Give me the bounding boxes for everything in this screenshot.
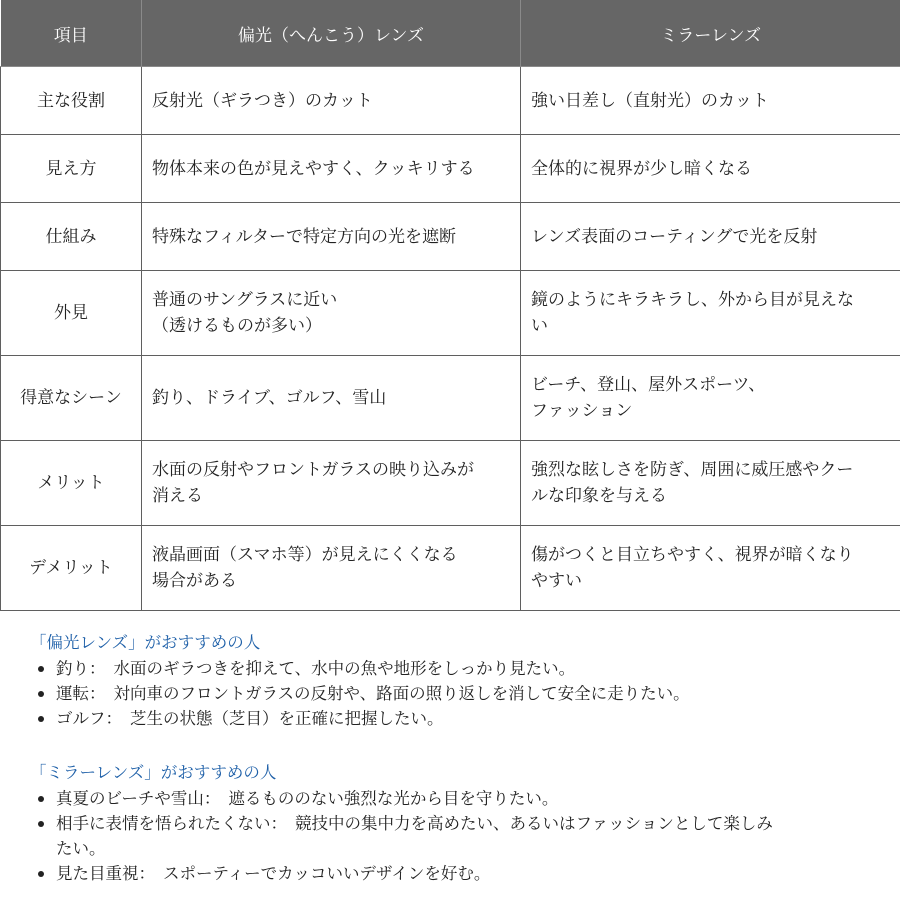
polarized-recommendation-section	[30, 630, 890, 731]
cell-text: 場合がある	[152, 571, 237, 591]
mirror-cell	[521, 203, 900, 271]
mirror-recommendation-section	[30, 760, 890, 886]
table-row	[1, 441, 900, 526]
table-row	[1, 135, 900, 203]
bullet-icon	[38, 821, 44, 827]
item-text: 競技中の集中力を高めたい、あるいはファッションとして楽しみ	[295, 814, 773, 833]
table-row	[1, 526, 900, 611]
polarized-cell	[142, 441, 521, 526]
cell-text: ファッション	[531, 401, 633, 421]
table-row	[1, 203, 900, 271]
cell-text: 特殊なフィルターで特定方向の光を遮断	[152, 226, 456, 247]
row-label: 見え方	[1, 135, 142, 203]
cell-text: 物体本来の色が見えやすく、クッキリする	[152, 158, 475, 179]
item-text: たい。	[56, 839, 106, 858]
item-text: 対向車のフロントガラスの反射や、路面の照り返しを消して安全に走りたい。	[113, 684, 690, 703]
mirror-cell	[521, 271, 900, 356]
row-label: メリット	[1, 441, 142, 526]
table-row	[1, 356, 900, 441]
polarized-cell	[142, 67, 521, 135]
polarized-cell	[142, 526, 521, 611]
cell-text: 水面の反射やフロントガラスの映り込みが	[152, 460, 474, 480]
recommendation-list	[30, 656, 890, 731]
cell-text: 鏡のようにキラキラし、外から目が見えな	[531, 290, 854, 310]
cell-text: 反射光（ギラつき）のカット	[152, 90, 373, 111]
row-label: デメリット	[1, 526, 142, 611]
list-item	[30, 656, 890, 681]
cell-text: レンズ表面のコーティングで光を反射	[531, 226, 818, 247]
item-text: 水面のギラつきを抑えて、水中の魚や地形をしっかり見たい。	[113, 659, 576, 678]
list-item	[30, 861, 890, 886]
polarized-cell	[142, 135, 521, 203]
item-label: 運転：	[56, 684, 106, 703]
list-item	[30, 706, 890, 731]
cell-text: 消える	[152, 486, 203, 506]
list-item	[30, 786, 890, 811]
cell-text: やすい	[531, 571, 582, 591]
row-label: 仕組み	[1, 203, 142, 271]
cell-text: 強烈な眩しさを防ぎ、周囲に威圧感やクー	[531, 460, 854, 480]
list-item	[30, 811, 890, 861]
cell-text: 全体的に視界が少し暗くなる	[531, 158, 752, 179]
cell-text: （透けるものが多い）	[152, 316, 322, 336]
recommendation-list	[30, 786, 890, 886]
cell-text: 強い日差し（直射光）のカット	[531, 90, 769, 111]
item-text: スポーティーでカッコいいデザインを好む。	[163, 864, 491, 883]
row-label: 主な役割	[1, 67, 142, 135]
mirror-cell	[521, 135, 900, 203]
cell-text: ビーチ、登山、屋外スポーツ、	[531, 375, 766, 395]
item-label: 相手に表情を悟られたくない：	[56, 814, 287, 833]
row-label: 得意なシーン	[1, 356, 142, 441]
list-item	[30, 681, 890, 706]
cell-text: い	[531, 316, 548, 336]
header-item: 項目	[1, 0, 142, 67]
table-row	[1, 67, 900, 135]
mirror-cell	[521, 67, 900, 135]
mirror-cell	[521, 356, 900, 441]
item-text: 芝生の状態（芝目）を正確に把握したい。	[130, 709, 444, 728]
cell-text: 普通のサングラスに近い	[152, 290, 338, 310]
item-label: 釣り：	[56, 659, 106, 678]
section-title: 「偏光レンズ」がおすすめの人	[30, 633, 261, 652]
mirror-cell	[521, 441, 900, 526]
header-mirror: ミラーレンズ	[521, 0, 900, 67]
bullet-icon	[38, 716, 44, 722]
polarized-cell	[142, 356, 521, 441]
bullet-icon	[38, 796, 44, 802]
item-label: 見た目重視：	[56, 864, 155, 883]
bullet-icon	[38, 666, 44, 672]
polarized-cell	[142, 203, 521, 271]
section-title: 「ミラーレンズ」がおすすめの人	[30, 763, 277, 782]
table-header-row	[1, 0, 900, 67]
cell-text: 釣り、ドライブ、ゴルフ、雪山	[152, 388, 387, 408]
item-text: 遮るもののない強烈な光から目を守りたい。	[228, 789, 559, 808]
item-label: 真夏のビーチや雪山：	[56, 789, 221, 808]
bullet-icon	[38, 691, 44, 697]
header-polarized: 偏光（へんこう）レンズ	[142, 0, 521, 67]
cell-text: 傷がつくと目立ちやすく、視界が暗くなり	[531, 545, 854, 565]
cell-text: ルな印象を与える	[531, 486, 667, 506]
item-label: ゴルフ：	[56, 709, 122, 728]
mirror-cell	[521, 526, 900, 611]
row-label: 外見	[1, 271, 142, 356]
cell-text: 液晶画面（スマホ等）が見えにくくなる	[152, 545, 458, 565]
bullet-icon	[38, 871, 44, 877]
table-row	[1, 271, 900, 356]
polarized-cell	[142, 271, 521, 356]
